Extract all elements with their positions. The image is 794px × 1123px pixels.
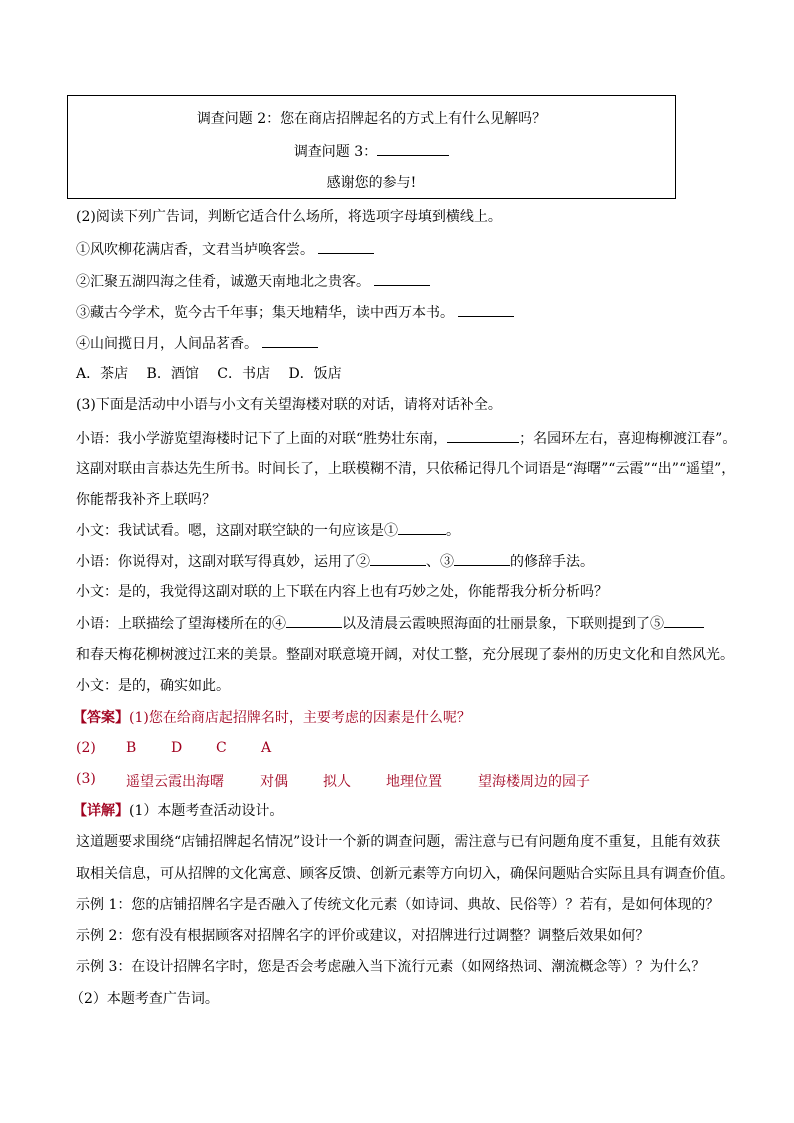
ad-item-4 [76,334,318,353]
dialogue-text: 。 [446,523,460,539]
dialogue-4: 小文：是的，我觉得这副对联的上下联在内容上也有巧妙之处，你能帮我分析分析吗？ [76,584,608,600]
answer-2-value: C [216,740,227,756]
dialogue-text: 小文：我试试看。嗯，这副对联空缺的一句应该是① [76,523,398,539]
answer-3-label: (3) [76,771,96,787]
detail-heading-2: （2）本题考查广告词。 [70,991,219,1007]
survey-question-3 [68,142,675,161]
dialogue-5-line-1 [76,614,704,633]
blank-5[interactable] [664,614,704,628]
answer-3-value: 拟人 [323,774,351,790]
detail-heading-1: (1）本题考查活动设计。 [129,803,284,819]
ad-item-blank[interactable] [262,334,318,348]
detail-paragraph-line-2: 取相关信息，可从招牌的文化寓意、顾客反馈、创新元素等方向切入，确保问题贴合实际且具有调查价值。 [76,866,734,882]
example-2: 示例 2：您有没有根据顾客对招牌名字的评价或建议，对招牌进行过调整？调整后效果如何？ [76,928,650,944]
survey-question-3-blank[interactable] [377,142,449,156]
dialogue-1-line-2: 这副对联由言恭达先生所书。时间长了，上联模糊不清，只依稀记得几个词语是“海曙”“云霞”“出”“遥望”， [76,461,736,477]
dialogue-text: 的修辞手法。 [510,554,594,570]
survey-question-3-label: 调查问题 3： [293,144,378,160]
dialogue-1-line-3: 你能帮我补齐上联吗？ [76,492,216,508]
ad-item-blank[interactable] [318,240,374,254]
dialogue-text: 小语：上联描绘了望海楼所在的④ [76,616,286,632]
dialogue-text: ；名园环左右，喜迎梅柳渡江春”。 [519,431,737,447]
dialogue-text: 、③ [426,554,454,570]
detail-paragraph-line-1: 这道题要求围绕“店铺招牌起名情况”设计一个新的调查问题，需注意与已有问题角度不重复，且能有效获 [76,834,721,850]
blank-2[interactable] [370,552,426,566]
ad-item-3 [76,303,514,322]
dialogue-2 [76,521,460,540]
ad-item-text: ②汇聚五湖四海之佳肴，诚邀天南地北之贵客。 [76,274,370,290]
ad-options: A．茶店 B．酒馆 C．书店 D．饭店 [76,366,342,382]
answer-line-1 [73,709,471,727]
answer-2-value: D [171,740,183,756]
ad-item-1 [76,240,374,259]
blank-3[interactable] [454,552,510,566]
answer-2-value: A [261,740,272,756]
part3-intro: (3)下面是活动中小语与小文有关望海楼对联的对话，请将对话补全。 [76,397,502,413]
ad-item-blank[interactable] [458,303,514,317]
answer-tag: 【答案】 [73,710,129,726]
dialogue-1-line-1 [76,429,736,448]
part2-intro: (2)阅读下列广告词，判断它适合什么场所，将选项字母填到横线上。 [76,209,502,225]
ad-item-text: ④山间揽日月，人间品茗香。 [76,336,258,352]
ad-item-2 [76,272,430,291]
survey-thanks: 感谢您的参与! [326,175,417,191]
couplet-blank[interactable] [447,429,519,443]
answer-3-value: 地理位置 [386,774,442,790]
ad-item-blank[interactable] [374,272,430,286]
detail-line-1 [73,802,283,820]
blank-1[interactable] [398,521,446,535]
dialogue-5-line-2: 和春天梅花柳树渡过江来的美景。整副对联意境开阔，对仗工整，充分展现了泰州的历史文化和自然风光。 [76,647,734,663]
ad-item-text: ①风吹柳花满店香，文君当垆唤客尝。 [76,242,314,258]
dialogue-text: 以及清晨云霞映照海面的壮丽景象，下联则提到了⑤ [342,616,664,632]
dialogue-6: 小文：是的，确实如此。 [76,678,230,694]
dialogue-text: 小语：你说得对，这副对联写得真妙，运用了② [76,554,370,570]
answer-3-value: 遥望云霞出海曙 [126,774,224,790]
survey-question-2: 调查问题 2：您在商店招牌起名的方式上有什么见解吗？ [196,111,547,127]
example-1: 示例 1：您的店铺招牌名字是否融入了传统文化元素（如诗词、典故、民俗等）？若有，是如何体现的？ [76,897,720,913]
survey-box [67,95,676,199]
detail-tag: 【详解】 [73,803,129,819]
example-3: 示例 3：在设计招牌名字时，您是否会考虑融入当下流行元素（如网络热词、潮流概念等）？为什么？ [76,959,706,975]
dialogue-3 [76,552,594,571]
dialogue-text: 小语：我小学游览望海楼时记下了上面的对联“胜势壮东南， [76,431,448,447]
answer-1: (1)您在给商店起招牌名时，主要考虑的因素是什么呢？ [129,710,471,726]
answer-2-label: (2) [76,740,96,756]
answer-3-value: 望海楼周边的园子 [478,774,590,790]
answer-3-value: 对偶 [260,774,288,790]
answer-2-value: B [126,740,137,756]
blank-4[interactable] [286,614,342,628]
ad-item-text: ③藏古今学术，览今古千年事；集天地精华，读中西万本书。 [76,305,454,321]
